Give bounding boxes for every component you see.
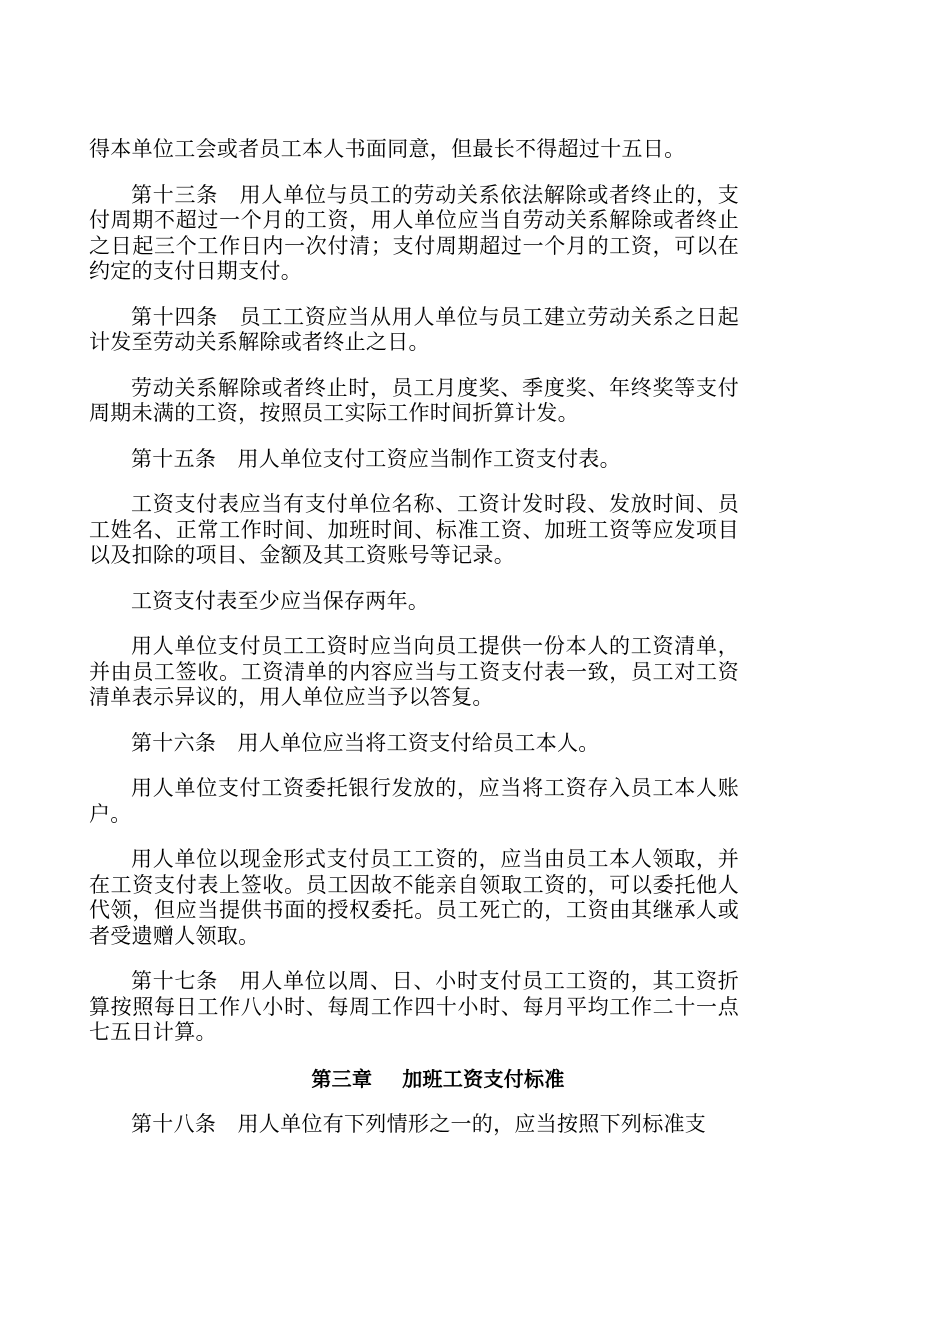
paragraph-bank-deposit: 用人单位支付工资委托银行发放的，应当将工资存入员工本人账户。 [89,776,739,826]
paragraph-termination-bonus: 劳动关系解除或者终止时，员工月度奖、季度奖、年终奖等支付周期未满的工资，按照员工实际工作时间折算计发。 [89,375,739,425]
paragraph-cash-payment: 用人单位以现金形式支付员工工资的，应当由员工本人领取，并在工资支付表上签收。员工因故不能亲自领取工资的，可以委托他人代领，但应当提供书面的授权委托。员工死亡的，工资由其继承人或者受遗赠人领取。 [89,847,739,948]
chapter-heading [89,1066,739,1092]
chapter-number: 第三章 [311,1066,373,1091]
paragraph-article-15: 第十五条 用人单位支付工资应当制作工资支付表。 [131,446,621,471]
paragraph-payroll-retention: 工资支付表至少应当保存两年。 [131,588,430,613]
paragraph-article-18: 第十八条 用人单位有下列情形之一的，应当按照下列标准支 [131,1111,707,1136]
paragraph-article-16: 第十六条 用人单位应当将工资支付给员工本人。 [131,730,600,755]
paragraph-article-13: 第十三条 用人单位与员工的劳动关系依法解除或者终止的，支付周期不超过一个月的工资，用人单位应当自劳动关系解除或者终止之日起三个工作日内一次付清；支付周期超过一个月的工资，可以在约定的支付日期支付。 [89,182,739,283]
document-body [89,137,739,1157]
paragraph-payroll-contents: 工资支付表应当有支付单位名称、工资计发时段、发放时间、员工姓名、正常工作时间、加班时间、标准工资、加班工资等应发项目以及扣除的项目、金额及其工资账号等记录。 [89,492,739,567]
paragraph-pay-slip: 用人单位支付员工工资时应当向员工提供一份本人的工资清单，并由员工签收。工资清单的内容应当与工资支付表一致，员工对工资清单表示异议的，用人单位应当予以答复。 [89,634,739,709]
chapter-title: 加班工资支付标准 [402,1066,565,1091]
paragraph-article-17: 第十七条 用人单位以周、日、小时支付员工工资的，其工资折算按照每日工作八小时、每周工作四十小时、每月平均工作二十一点七五日计算。 [89,969,739,1044]
paragraph-continuation: 得本单位工会或者员工本人书面同意，但最长不得超过十五日。 [89,137,686,161]
paragraph-article-14: 第十四条 员工工资应当从用人单位与员工建立劳动关系之日起计发至劳动关系解除或者终止之日。 [89,304,739,354]
